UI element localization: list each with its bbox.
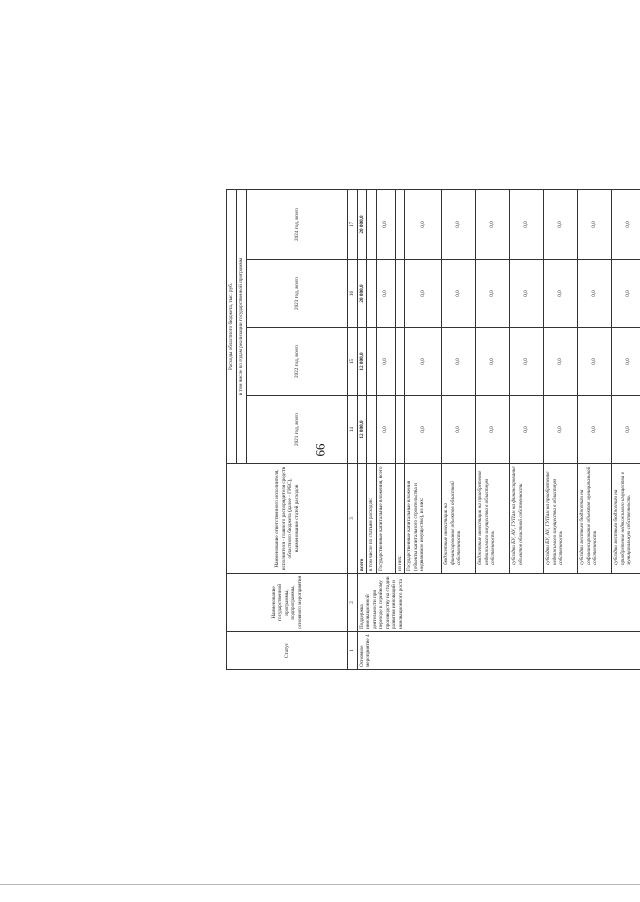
row-value: 0,0 bbox=[612, 260, 640, 328]
row-value: 0,0 bbox=[442, 328, 476, 396]
event-name-cell: Поддержка инновационной деятельности при переходе к серийному производству на стадии развития инноваций и инновационного роста bbox=[357, 574, 640, 632]
row-value bbox=[367, 396, 377, 464]
col-num-16: 16 bbox=[348, 260, 358, 328]
row-value: 0,0 bbox=[405, 396, 442, 464]
row-value bbox=[395, 189, 405, 259]
row-value: 0,0 bbox=[442, 189, 476, 259]
row-label: в том числе по статьям расходов: bbox=[367, 464, 377, 574]
row-value: 0,0 bbox=[376, 396, 395, 464]
row-value bbox=[367, 260, 377, 328]
row-label: субсидии БУ, АУ, ГУПам на финансирование объектов областной собственности bbox=[510, 464, 544, 574]
row-value: 0,0 bbox=[578, 189, 612, 259]
row-value: 0,0 bbox=[376, 260, 395, 328]
header-program-name: Наименование государственной программы, подпрограммы, основного мероприятия bbox=[227, 574, 348, 632]
header-year-2021: 2021 год, всего bbox=[247, 396, 348, 464]
header-year-2024: 2024 год, всего bbox=[247, 189, 348, 259]
row-value: 0,0 bbox=[510, 396, 544, 464]
table-row bbox=[357, 189, 367, 669]
row-label: всего bbox=[357, 464, 367, 574]
row-value: 20 000,0 bbox=[357, 260, 367, 328]
row-label: субсидии местным бюджетам на приобретение недвижимого имущества в муниципальную собственность bbox=[612, 464, 640, 574]
row-value bbox=[395, 328, 405, 396]
column-number-row bbox=[348, 189, 358, 669]
row-value: 0,0 bbox=[578, 260, 612, 328]
page-number: 99 bbox=[313, 443, 328, 457]
row-value: 0,0 bbox=[405, 260, 442, 328]
row-value: 0,0 bbox=[405, 328, 442, 396]
row-value: 20 000,0 bbox=[357, 189, 367, 259]
row-value: 0,0 bbox=[376, 189, 395, 259]
col-num-3: 3 bbox=[348, 464, 358, 574]
status-cell: Основное мероприятие 4 bbox=[357, 632, 640, 670]
row-value bbox=[395, 396, 405, 464]
scan-edge-line bbox=[0, 884, 640, 885]
header-year-2023: 2023 год, всего bbox=[247, 260, 348, 328]
col-num-15: 15 bbox=[348, 328, 358, 396]
row-value: 0,0 bbox=[476, 260, 510, 328]
row-value: 0,0 bbox=[376, 328, 395, 396]
row-value: 12 000,0 bbox=[357, 328, 367, 396]
row-label: бюджетные инвестиции на приобретение недвижимого имущества в областную собственность bbox=[476, 464, 510, 574]
row-value: 0,0 bbox=[544, 328, 578, 396]
row-value bbox=[367, 328, 377, 396]
row-value: 0,0 bbox=[510, 189, 544, 259]
row-label: Государственные капитальные вложения (объекты капитального строительства и недвижимое имущество), из них: bbox=[405, 464, 442, 574]
row-label: субсидии местным бюджетам на софинансирование объектов муниципальной собственности bbox=[578, 464, 612, 574]
row-value: 0,0 bbox=[442, 396, 476, 464]
col-num-1: 1 bbox=[348, 632, 358, 670]
budget-table bbox=[226, 189, 640, 670]
row-value: 0,0 bbox=[510, 328, 544, 396]
row-value: 0,0 bbox=[578, 328, 612, 396]
row-value: 0,0 bbox=[544, 260, 578, 328]
row-value: 0,0 bbox=[510, 260, 544, 328]
row-value: 0,0 bbox=[578, 396, 612, 464]
row-value: 0,0 bbox=[442, 260, 476, 328]
row-label: бюджетные инвестиции на финансирование объектов областной собственности bbox=[442, 464, 476, 574]
header-status: Статус bbox=[227, 632, 348, 670]
header-budget-group: Расходы областного бюджета, тыс. руб. bbox=[227, 189, 237, 463]
row-value: 0,0 bbox=[476, 328, 510, 396]
row-value: 0,0 bbox=[405, 189, 442, 259]
col-num-14: 14 bbox=[348, 396, 358, 464]
row-value bbox=[367, 189, 377, 259]
row-value: 0,0 bbox=[476, 396, 510, 464]
row-value: 0,0 bbox=[612, 396, 640, 464]
header-row-main bbox=[227, 189, 237, 669]
budget-table-rotated bbox=[226, 190, 632, 670]
header-executor: Наименование ответственного исполнителя, исполнителя - главного распорядителя средств областного бюджета (далее - ГРБС), наименование статей расходов bbox=[227, 464, 348, 574]
header-by-years: в том числе по годам реализации государственной программы bbox=[237, 189, 247, 463]
row-value bbox=[395, 260, 405, 328]
row-value: 0,0 bbox=[612, 189, 640, 259]
row-label: субсидии БУ, АУ, ГУПам на приобретение недвижимого имущества в областную собственность bbox=[544, 464, 578, 574]
row-value: 0,0 bbox=[544, 189, 578, 259]
row-value: 0,0 bbox=[612, 328, 640, 396]
row-value: 0,0 bbox=[544, 396, 578, 464]
row-label: Государственные капитальные вложения, всего bbox=[376, 464, 395, 574]
row-value: 12 000,0 bbox=[357, 396, 367, 464]
header-year-2022: 2022 год, всего bbox=[247, 328, 348, 396]
row-label: из них: bbox=[395, 464, 405, 574]
row-value: 0,0 bbox=[476, 189, 510, 259]
col-num-2: 2 bbox=[348, 574, 358, 632]
col-num-17: 17 bbox=[348, 189, 358, 259]
